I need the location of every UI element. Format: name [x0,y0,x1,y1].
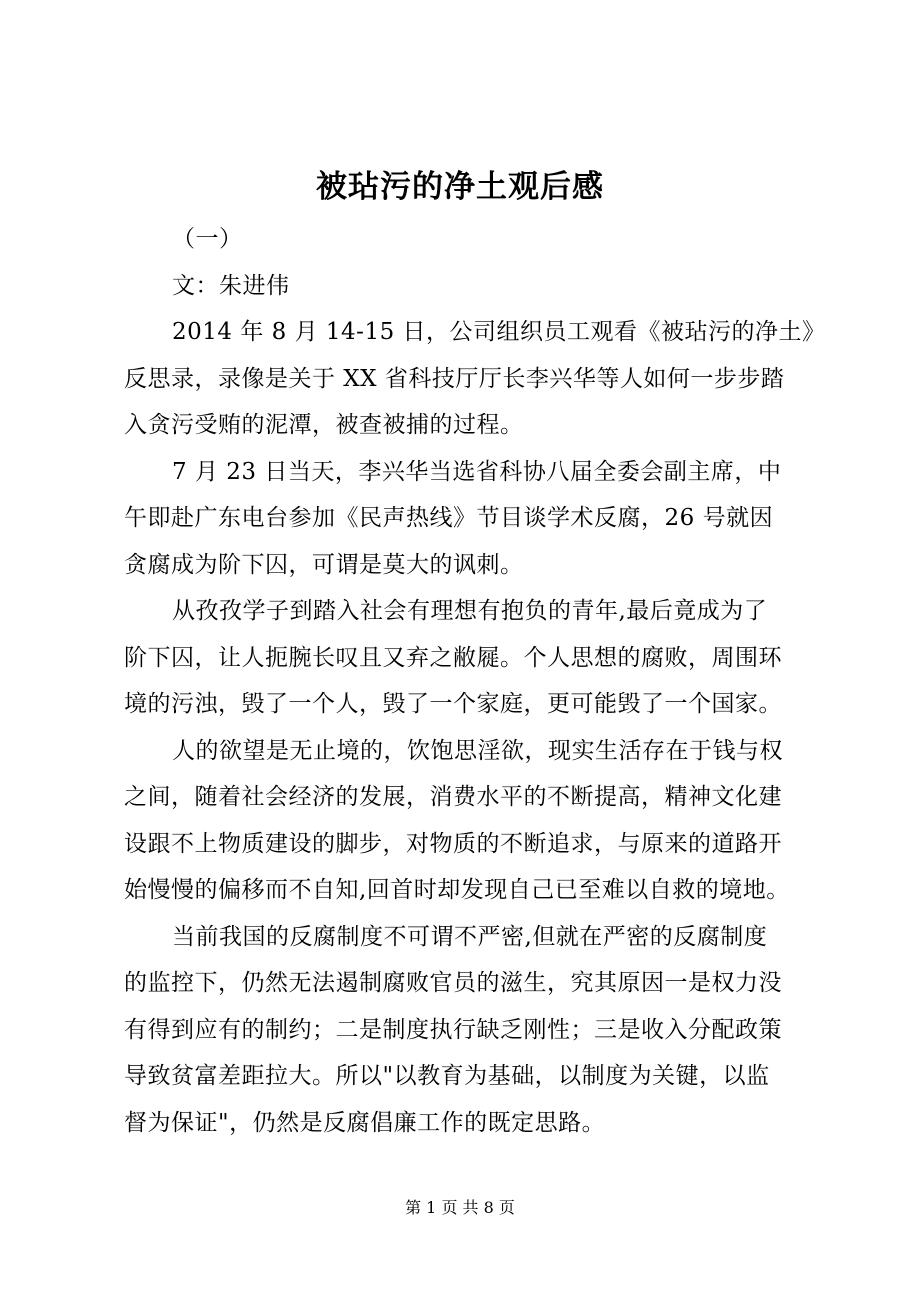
paragraph-line: 人的欲望是无止境的，饮饱思淫欲，现实生活存在于钱与权 [172,737,783,764]
paragraph-line: 贪腐成为阶下囚，可谓是莫大的讽刺。 [124,551,524,578]
paragraph-line: 2014 年 8 月 14-15 日，公司组织员工观看《被玷污的净土》 [172,319,826,345]
paragraph-line: 7 月 23 日当天，李兴华当选省科协八届全委会副主席，中 [172,458,782,485]
paragraph-line: 导致贫富差距拉大。所以"以教育为基础，以制度为关键，以监 [124,1063,770,1089]
paragraph-line: 反思录，录像是关于 XX 省科技厅厅长李兴华等人如何一步步踏 [124,365,785,392]
paragraph-line: 阶下囚，让人扼腕长叹且又弃之敝屣。个人思想的腐败，周围环 [124,644,782,671]
paragraph-2 [124,449,814,589]
paragraph-line: 午即赴广东电台参加《民声热线》节目谈学术反腐，26 号就因 [124,505,774,531]
document-body [124,216,826,1146]
paragraph-3 [124,588,814,728]
paragraph-line: 设跟不上物质建设的脚步，对物质的不断追求，与原来的道路开 [124,830,782,857]
paragraph-line: 之间，随着社会经济的发展，消费水平的不断提高，精神文化建 [124,784,782,810]
author-line: 文：朱进伟 [172,272,290,299]
paragraph-4 [124,728,814,914]
section-marker: （一） [172,226,243,252]
document-title: 被玷污的净土观后感 [316,169,604,205]
paragraph-line: 入贪污受贿的泥潭，被查被捕的过程。 [124,412,524,438]
paragraph-line: 当前我国的反腐制度不可谓不严密,但就在严密的反腐制度 [172,923,768,950]
paragraph-line: 从孜孜学子到踏入社会有理想有抱负的青年,最后竟成为了 [172,598,768,624]
paragraph-line: 有得到应有的制约；二是制度执行缺乏刚性；三是收入分配政策 [124,1016,782,1043]
paragraph-5 [124,914,814,1147]
paragraph-line: 境的污浊，毁了一个人，毁了一个家庭，更可能毁了一个国家。 [124,691,782,717]
page-footer: 第 1 页 共 8 页 [405,1198,515,1217]
paragraph-line: 始慢慢的偏移而不自知,回首时却发现自己已至难以自救的境地。 [124,877,790,903]
paragraph-line: 的监控下，仍然无法遏制腐败官员的滋生，究其原因一是权力没 [124,970,782,996]
paragraph-line: 督为保证"，仍然是反腐倡廉工作的既定思路。 [124,1109,606,1136]
paragraph-1 [124,309,826,449]
